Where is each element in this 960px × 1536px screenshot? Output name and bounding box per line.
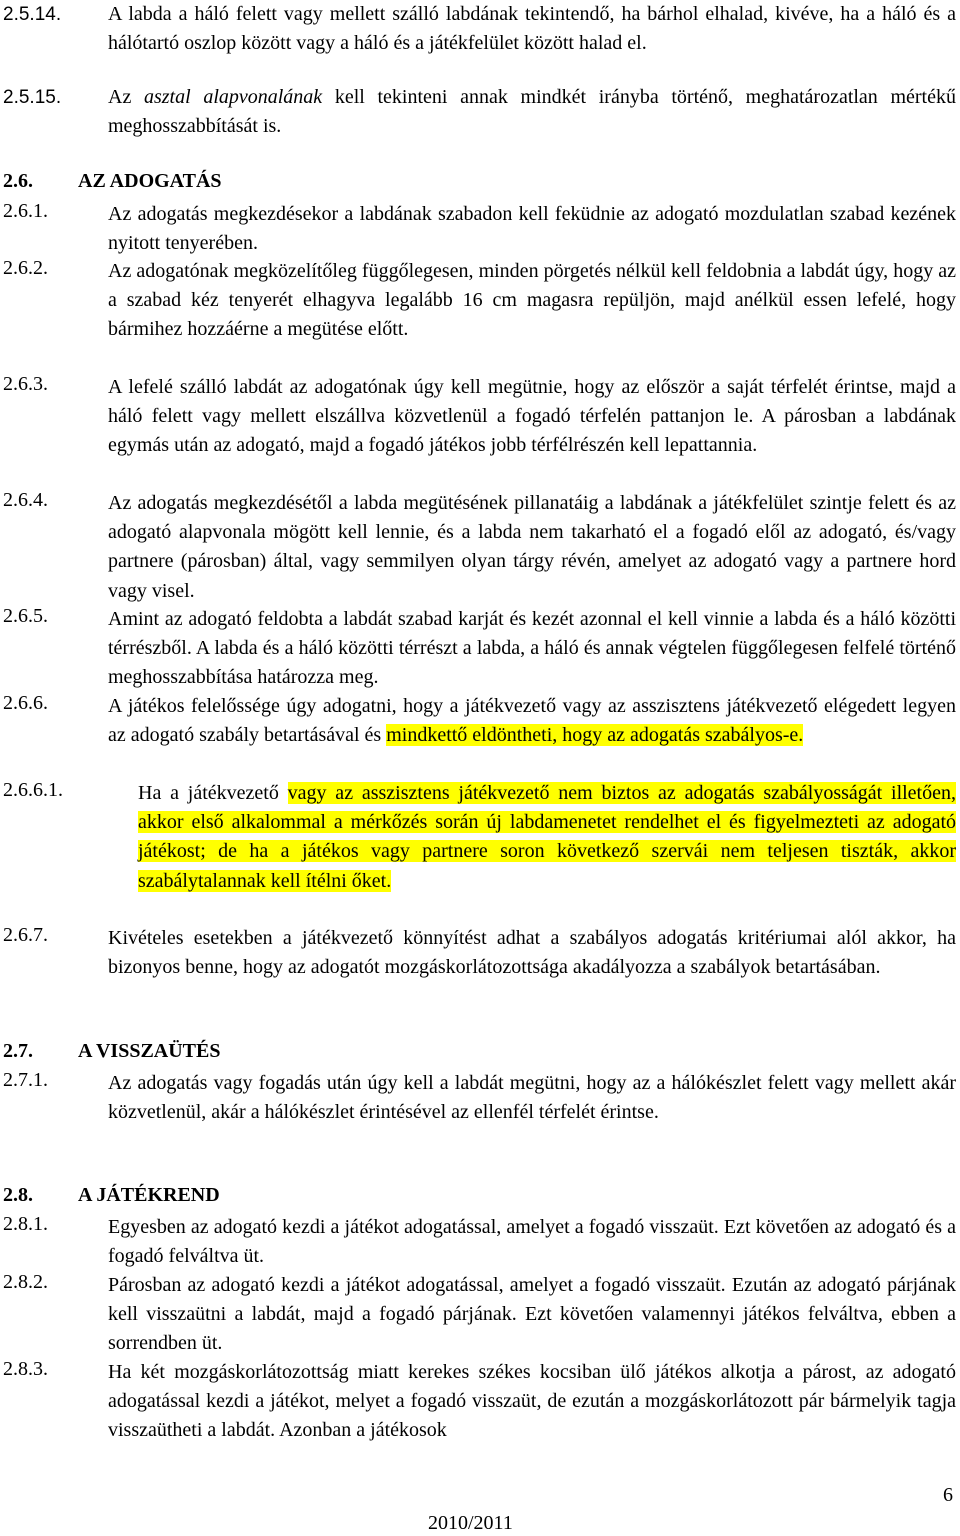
rule-text: Ha a játékvezető vagy az asszisztens játékvezető nem biztos az adogatás szabályosságát illetően, akkor első alkalommal a mérkőzés során új labdamenetet rendelhet el és figyelmezteti az adogató játékost; de ha a játékos vagy partnere soron következő szervái nem teljesen tiszták, akkor szabálytalannak kell ítélni őket.	[138, 782, 956, 892]
rule-text: Az adogatónak megközelítőleg függőlegesen, minden pörgetés nélkül kell feldobnia a labdát úgy, hogy az a szabad kéz tenyerét elhagyva legalább 16 cm magasra repüljön, majd anélkül essen lefelé, hogy bármihez hozzáérne a megütése előtt.	[108, 260, 956, 341]
heading-number: 2.6.	[3, 170, 33, 192]
rule-number: 2.6.6.	[3, 692, 48, 714]
rule-number: 2.7.1.	[3, 1069, 48, 1091]
highlighted-text: mindkettő eldöntheti, hogy az adogatás szabályos-e.	[386, 724, 804, 747]
rule-number: 2.5.15.	[3, 87, 62, 108]
heading-number: 2.7.	[3, 1040, 33, 1062]
rule-number: 2.6.5.	[3, 605, 48, 627]
rule-text: A lefelé szálló labdát az adogatónak úgy kell megütnie, hogy az először a saját térfelét érintse, majd a háló felett vagy mellett elszállva közvetlenül a fogadó térfelén pattanjon le. A párosban a labdának egymás után az adogató, majd a fogadó játékos jobb térfélrészén kell lepattannia.	[108, 376, 956, 457]
rule-text: A labda a háló felett vagy mellett szálló labdának tekintendő, ha bárhol elhalad, kivéve, ha a háló és a hálótartó oszlop között vagy a háló és a játékfelület között halad el.	[108, 3, 956, 55]
rule-number: 2.6.3.	[3, 373, 48, 395]
rule-text: Az adogatás vagy fogadás után úgy kell a labdát megütni, hogy az a hálókészlet felett vagy mellett akár közvetlenül, akár a hálókészlet érintésével az ellenfél térfelét érintse.	[108, 1072, 956, 1124]
rule-text: Egyesben az adogató kezdi a játékot adogatással, amelyet a fogadó visszaüt. Ezt követően az adogató és a fogadó felváltva üt.	[108, 1216, 956, 1268]
rule-number: 2.6.6.1.	[3, 779, 63, 801]
rule-text: Amint az adogató feldobta a labdát szabad karját és kezét azonnal el kell vinnie a labda és a háló közötti térrészből. A labda és a háló közötti térrészt a labda, a háló és annak végtelen függőlegesen felfelé történő meghosszabbítása határozza meg.	[108, 608, 956, 689]
rule-number: 2.8.1.	[3, 1213, 48, 1235]
rule-number: 2.6.4.	[3, 489, 48, 511]
page-number: 6	[943, 1484, 953, 1506]
highlighted-text: vagy az asszisztens játékvezető nem biztos az adogatás szabályosságát illetően, akkor első alkalommal a mérkőzés során új labdamenetet rendelhet el és figyelmezteti az adogató játékost; de ha a játékos vagy partnere soron következő szervái nem teljesen tiszták, akkor szabálytalannak kell ítélni őket.	[138, 782, 956, 892]
rule-number: 2.6.7.	[3, 924, 48, 946]
rule-number: 2.8.3.	[3, 1358, 48, 1380]
rule-number: 2.6.1.	[3, 200, 48, 222]
heading-title: A VISSZAÜTÉS	[78, 1040, 221, 1062]
rule-number: 2.8.2.	[3, 1271, 48, 1293]
rule-text: Ha két mozgáskorlátozottság miatt kerekes székes kocsiban ülő játékos alkotja a párost, az adogató adogatással kezdi a játékot, melyet a fogadó visszaüt, de ezután a mozgáskorlátozott pár bármelyik tagja visszaütheti a labdát. Azonban a játékosok	[108, 1361, 956, 1442]
rule-text: A játékos felelőssége úgy adogatni, hogy a játékvezető vagy az asszisztens játékvezető elégedett legyen az adogató szabály betartásával és mindkettő eldöntheti, hogy az adogatás szabályos-e.	[108, 695, 956, 747]
rule-text: Az adogatás megkezdésétől a labda megütésének pillanatáig a labdának a játékfelület szintje felett és az adogató alapvonala mögött kell lennie, és a labda nem takarható el a fogadó elől az adogató, és/vagy partnere (párosban) által, vagy semmilyen olyan tárgy révén, amelyet az adogató vagy a partnere hord vagy visel.	[108, 492, 956, 602]
rule-text: Kivételes esetekben a játékvezető könnyítést adhat a szabályos adogatás kritériumai alól akkor, ha bizonyos benne, hogy az adogatót mozgáskorlátozottsága akadályozza a szabályok betartásában.	[108, 927, 956, 979]
heading-number: 2.8.	[3, 1184, 33, 1206]
heading-title: AZ ADOGATÁS	[78, 170, 222, 192]
rule-number: 2.5.14.	[3, 4, 62, 25]
footer-year: 2010/2011	[428, 1512, 513, 1534]
rule-number: 2.6.2.	[3, 257, 48, 279]
rule-text: Párosban az adogató kezdi a játékot adogatással, amelyet a fogadó visszaüt. Ezután az adogató párjának kell visszaütni a labdát, majd a fogadó párjának. Ezt követően valamennyi játékos felváltva, ebben a sorrendben üt.	[108, 1274, 956, 1355]
heading-title: A JÁTÉKREND	[78, 1184, 220, 1206]
rule-text: Az adogatás megkezdésekor a labdának szabadon kell feküdnie az adogató mozdulatlan szabad kezének nyitott tenyerében.	[108, 203, 956, 255]
italic-term: asztal alapvonalának	[143, 86, 323, 108]
rule-text: Az asztal alapvonalának kell tekinteni annak mindkét irányba történő, meghatározatlan mértékű meghosszabbítását is.	[108, 86, 956, 138]
